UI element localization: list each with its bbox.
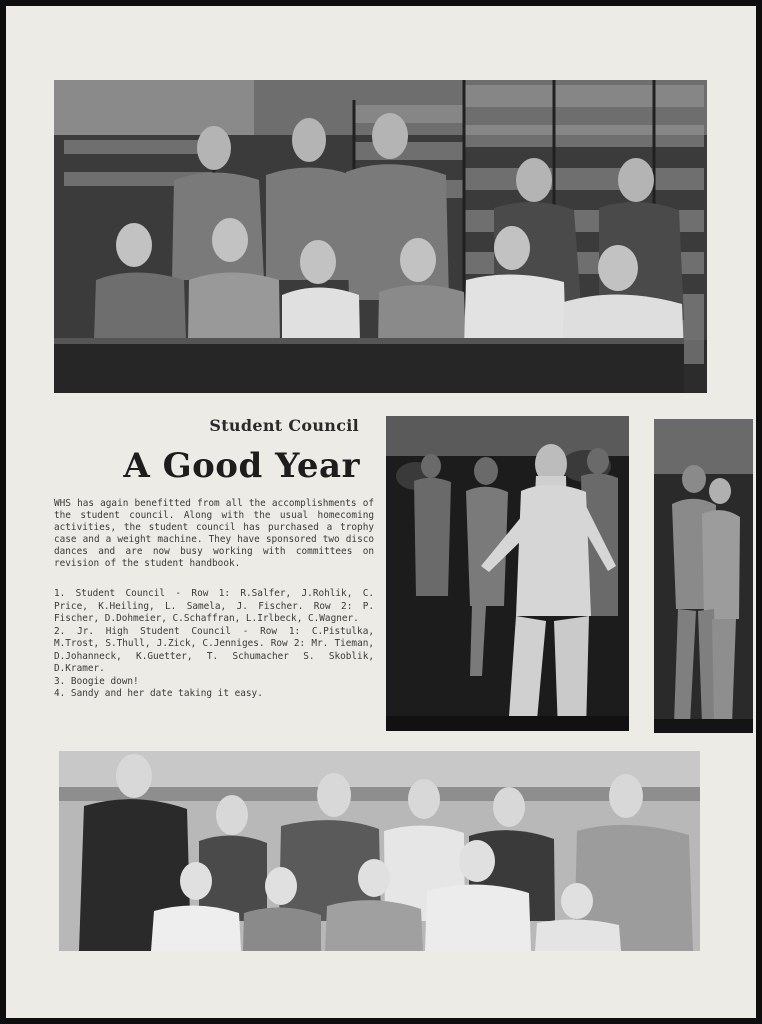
caption-1: 1. Student Council - Row 1: R.Salfer, J.Rohlik, C. Price, K.Heiling, L. Samela, J. Fischer. Row 2: P. Fischer, D.Dohmeier, C.Schaffran, L.Irlbeck, C.Wagner. [54,588,374,624]
jr-high-council-photo [59,751,700,951]
student-council-photo [54,80,707,393]
captions [54,588,374,701]
disco-dance-photo [386,416,629,731]
yearbook-page [6,6,756,1018]
body-text: WHS has again benefitted from all the accomplishments of the student council. Along with the usual homecoming activities, the student council has purchased a trophy case and a weight machine. They have sponsored two disco dances and are now busy working with committees on revision of the student handbook. [54,498,374,570]
caption-2: 2. Jr. High Student Council - Row 1: C.Pistulka, M.Trost, S.Thull, J.Zick, C.Jenniges. Row 2: Mr. Tieman, D.Johanneck, K.Guetter, T. Schumacher S. Skoblik, D.Kramer. [54,625,374,674]
caption-4: 4. Sandy and her date taking it easy. [54,688,263,699]
caption-3: 3. Boogie down! [54,675,139,687]
couple-dancing-photo [654,419,753,733]
headline: A Good Year [123,446,360,486]
section-label: Student Council [209,416,359,435]
